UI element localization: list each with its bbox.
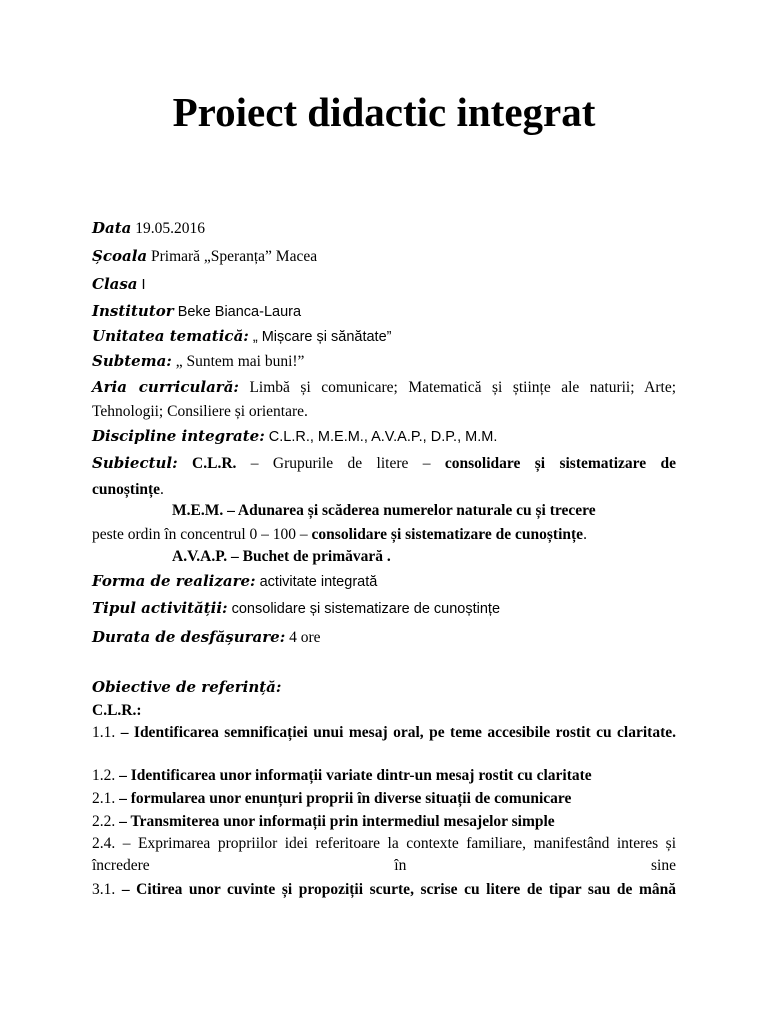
field-value: Tehnologii; Consiliere și orientare. [92, 403, 308, 420]
field-value: 19.05.2016 [131, 220, 205, 237]
objectives-subject: C.L.R.: [92, 702, 142, 719]
field-aria-cont [92, 402, 676, 422]
objective-text: – formularea unor enunțuri proprii în diverse situații de comunicare [115, 790, 572, 807]
objective-text: – Identificarea semnificației unui mesaj oral, pe teme accesibile rostit cu claritate. [115, 724, 676, 741]
objective-text: – Identificarea unor informații variate dintr-un mesaj rostit cu claritate [115, 767, 592, 784]
field-value: C.L.R., M.E.M., A.V.A.P., D.P., M.M. [264, 429, 498, 445]
subject-mem-line2: peste ordin în concentrul 0 – 100 – consolidare și sistematizare de cunoștințe. [92, 526, 587, 543]
field-value: Primară „Speranța” Macea [147, 248, 318, 265]
field-subtema [92, 351, 676, 372]
subject-mem-text: – Adunarea și scăderea numerelor naturale cu și trecere [223, 502, 596, 519]
objective-num: 2.1. [92, 790, 116, 807]
subject-avap: A.V.A.P [172, 548, 224, 565]
objective-num: 1.2. [92, 767, 116, 784]
subject-avap-text: . – Buchet de primăvară . [223, 548, 391, 565]
objective-text: – Citirea unor cuvinte și propoziții scurte, scrise cu litere de tipar sau de mână [115, 881, 676, 898]
field-label: Forma de realizare: [92, 572, 256, 590]
objective-item [92, 766, 676, 786]
subject-mem-text2: peste ordin în concentrul 0 – 100 – [92, 526, 312, 543]
field-tipul [92, 598, 676, 619]
subject-clr: C.L.R. [177, 455, 237, 472]
field-label: Institutor [92, 302, 174, 320]
field-discipline [92, 426, 676, 447]
field-label: Durata de desfășurare: [92, 628, 286, 646]
subject-clr-text-end: cunoștințe [92, 481, 161, 498]
field-value: Beke Bianca-Laura [173, 304, 302, 320]
field-label: Subtema: [92, 352, 172, 370]
subject-mem: M.E.M. [172, 502, 224, 519]
subject-clr-text-bold: consolidare și sistematizare de [444, 455, 676, 472]
field-label: Tipul activității: [92, 599, 228, 617]
objective-item [92, 722, 676, 766]
field-subiectul-cont: cunoștințe. [92, 481, 164, 498]
field-institutor [92, 301, 676, 322]
field-label: Data [92, 219, 132, 237]
subject-clr-text: – Grupurile de litere – [236, 455, 445, 472]
field-value: „ Mișcare și sănătate” [248, 329, 392, 345]
field-value: 4 ore [285, 629, 321, 646]
objective-item [92, 879, 676, 923]
field-label: Subiectul: [92, 454, 178, 472]
objective-num: 1.1. [92, 724, 116, 741]
field-label: Aria curriculară: [92, 378, 239, 396]
field-forma [92, 571, 676, 592]
field-data [92, 218, 676, 239]
field-label: Clasa [92, 275, 138, 293]
field-value: „ Suntem mai buni!” [171, 353, 305, 370]
objective-text: – Transmiterea unor informații prin intermediul mesajelor simple [115, 813, 555, 830]
subject-mem-line [172, 502, 596, 520]
field-label: Discipline integrate: [92, 427, 265, 445]
objective-item [92, 812, 676, 832]
field-clasa [92, 274, 676, 295]
objectives-heading-text: Obiective de referință: [92, 678, 282, 696]
page-title: Proiect didactic integrat [172, 89, 596, 135]
objective-num: 2.2. [92, 813, 116, 830]
field-unitatea [92, 326, 676, 347]
objectives-heading [92, 677, 676, 698]
subject-mem-text2-bold: consolidare și sistematizare de cunoștințe [311, 526, 584, 543]
objective-num: 3.1. [92, 881, 116, 898]
field-value: I [137, 277, 146, 293]
field-value: Limbă și comunicare; Matematică și științe ale naturii; Arte; [238, 379, 677, 396]
field-scoala [92, 246, 676, 267]
objective-item [92, 789, 676, 809]
field-durata [92, 627, 676, 648]
field-value: activitate integrată [255, 574, 378, 590]
subject-avap-line [172, 548, 391, 566]
field-value: consolidare și sistematizare de cunoștințe [227, 601, 501, 617]
objective-num: 2.4. [92, 835, 116, 852]
field-label: Unitatea tematică: [92, 327, 249, 345]
field-label: Școala [92, 247, 148, 265]
objective-text: – Exprimarea propriilor idei referitoare la contexte familiare, manifestând interes și încredere în sine [92, 835, 676, 874]
